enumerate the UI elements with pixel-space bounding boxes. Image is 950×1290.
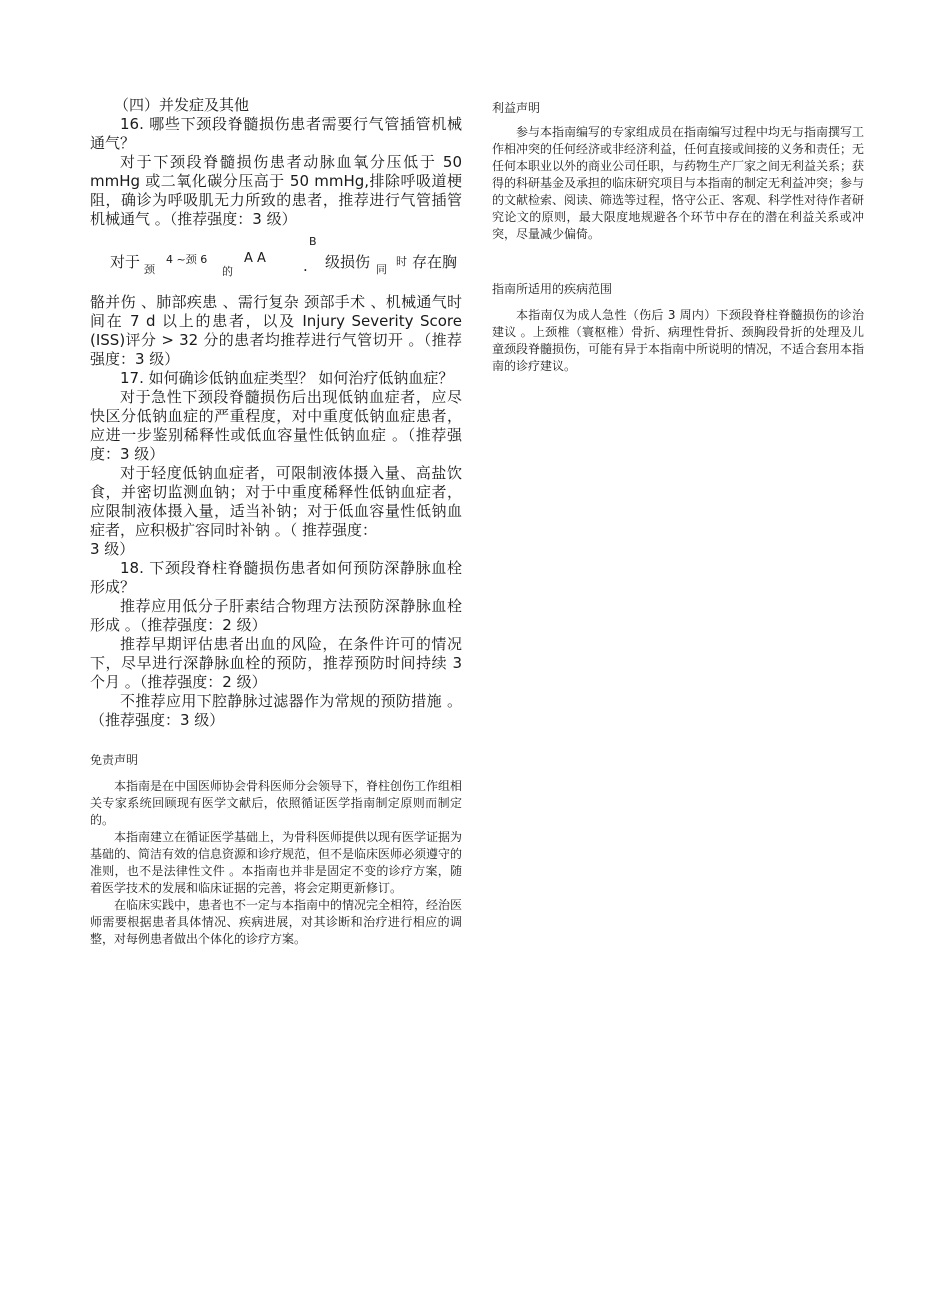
garbled-frag: B bbox=[309, 235, 317, 248]
q17-paragraph-1: 对于急性下颈段脊髓损伤后出现低钠血症者，应尽快区分低钠血症的严重程度，对中重度低钠血症患者，应进一步鉴别稀释性或低血容量性低钠血症 。（推荐强度：3 级） bbox=[90, 388, 462, 463]
garbled-frag: 颈 bbox=[144, 263, 155, 276]
q16-paragraph-2: 骼并伤 、肺部疾患 、需行复杂 颈部手术 、机械通气时间在 7 d 以上的患者，以及 Injury Severity Score (ISS)评分 > 32 分的患者均推荐进行气管切开 。（推荐强度：3 级） bbox=[90, 293, 462, 368]
garbled-frag: 同 bbox=[376, 263, 387, 276]
q18-paragraph-3: 不推荐应用下腔静脉过滤器作为常规的预防措施 。（推荐强度：3 级） bbox=[90, 692, 462, 729]
q16-paragraph-1: 对于下颈段脊髓损伤患者动脉血氧分压低于 50 mmHg 或二氧化碳分压高于 50 mmHg,排除呼吸道梗阻，确诊为呼吸肌无力所致的患者，推荐进行气管插管机械通气 。（推荐强度：3 级） bbox=[90, 153, 462, 228]
section-heading: （四）并发症及其他 bbox=[114, 96, 250, 114]
garbled-dot: . bbox=[303, 257, 308, 275]
garbled-frag: 对于 bbox=[110, 253, 141, 271]
garbled-frag: 时 bbox=[396, 255, 407, 268]
garbled-frag: 4 ~颈 6 bbox=[166, 253, 208, 266]
garbled-frag: A A bbox=[244, 251, 266, 266]
interest-title: 利益声明 bbox=[492, 101, 541, 115]
q18-paragraph-2: 推荐早期评估患者出血的风险，在条件许可的情况下，尽早进行深静脉血栓的预防，推荐预防时间持续 3 个月 。（推荐强度：2 级） bbox=[90, 635, 462, 691]
disclaimer-paragraph-2: 本指南建立在循证医学基础上，为骨科医师提供以现有医学证据为基础的、简洁有效的信息资源和诊疗规范，但不是临床医师必须遵守的准则，也不是法律性文件 。本指南也并非是固定不变的诊疗方案，随着医学技术的发展和临床证据的完善，将会定期更新修订。 bbox=[90, 830, 463, 895]
left-column bbox=[90, 96, 462, 948]
q18-title: 18. 下颈段脊柱脊髓损伤患者如何预防深静脉血栓形成？ bbox=[90, 559, 462, 596]
garbled-frag: 级损伤 bbox=[325, 253, 371, 271]
q16-garbled-line bbox=[90, 229, 462, 293]
disclaimer-paragraph-1: 本指南是在中国医师协会骨科医师分会领导下，脊柱创伤工作组相关专家系统回顾现有医学文献后，依照循证医学指南制定原则而制定的。 bbox=[90, 779, 463, 827]
disclaimer-paragraph-3: 在临床实践中，患者也不一定与本指南中的情况完全相符，经治医师需要根据患者具体情况、疾病进展，对其诊断和治疗进行相应的调整，对每例患者做出个体化的诊疗方案。 bbox=[90, 898, 463, 946]
interest-paragraph: 参与本指南编写的专家组成员在指南编写过程中均无与指南撰写工作相冲突的任何经济或非经济利益，任何直接或间接的义务和责任；无任何本职业以外的商业公司任职，与药物生产厂家之间无利益关系；获得的科研基金及承担的临床研究项目与本指南的制定无利益冲突；参与的文献检索、阅读、筛选等过程，恪守公正、客观、科学性对待作者研究论文的原则，最大限度地规避各个环节中存在的潜在利益关系或冲突，尽量减少偏倚。 bbox=[492, 125, 865, 241]
right-column bbox=[492, 100, 864, 375]
q17-paragraph-2-end: 3 级） bbox=[90, 540, 135, 558]
scope-title: 指南所适用的疾病范围 bbox=[492, 282, 613, 296]
q16-title: 16. 哪些下颈段脊髓损伤患者需要行气管插管机械通气？ bbox=[90, 115, 462, 152]
q17-paragraph-2: 对于轻度低钠血症者，可限制液体摄入量、高盐饮食，并密切监测血钠；对于中重度稀释性低钠血症者，应限制液体摄入量，适当补钠；对于低血容量性低钠血症者，应积极扩容同时补钠 。（ 推荐强度： bbox=[90, 464, 462, 539]
disclaimer-title: 免责声明 bbox=[90, 753, 139, 767]
garbled-frag: 的 bbox=[222, 265, 233, 278]
q17-title: 17. 如何确诊低钠血症类型？ 如何治疗低钠血症？ bbox=[120, 369, 454, 387]
garbled-frag: 存在胸 bbox=[412, 253, 458, 271]
q18-paragraph-1: 推荐应用低分子肝素结合物理方法预防深静脉血栓形成 。（推荐强度：2 级） bbox=[90, 597, 462, 634]
scope-paragraph: 本指南仅为成人急性（伤后 3 周内）下颈段脊柱脊髓损伤的诊治建议 。上颈椎（寰枢椎）骨折、病理性骨折、颈胸段骨折的处理及儿童颈段脊髓损伤，可能有异于本指南中所说明的情况，不适合套用本指南的诊疗建议。 bbox=[492, 308, 865, 373]
